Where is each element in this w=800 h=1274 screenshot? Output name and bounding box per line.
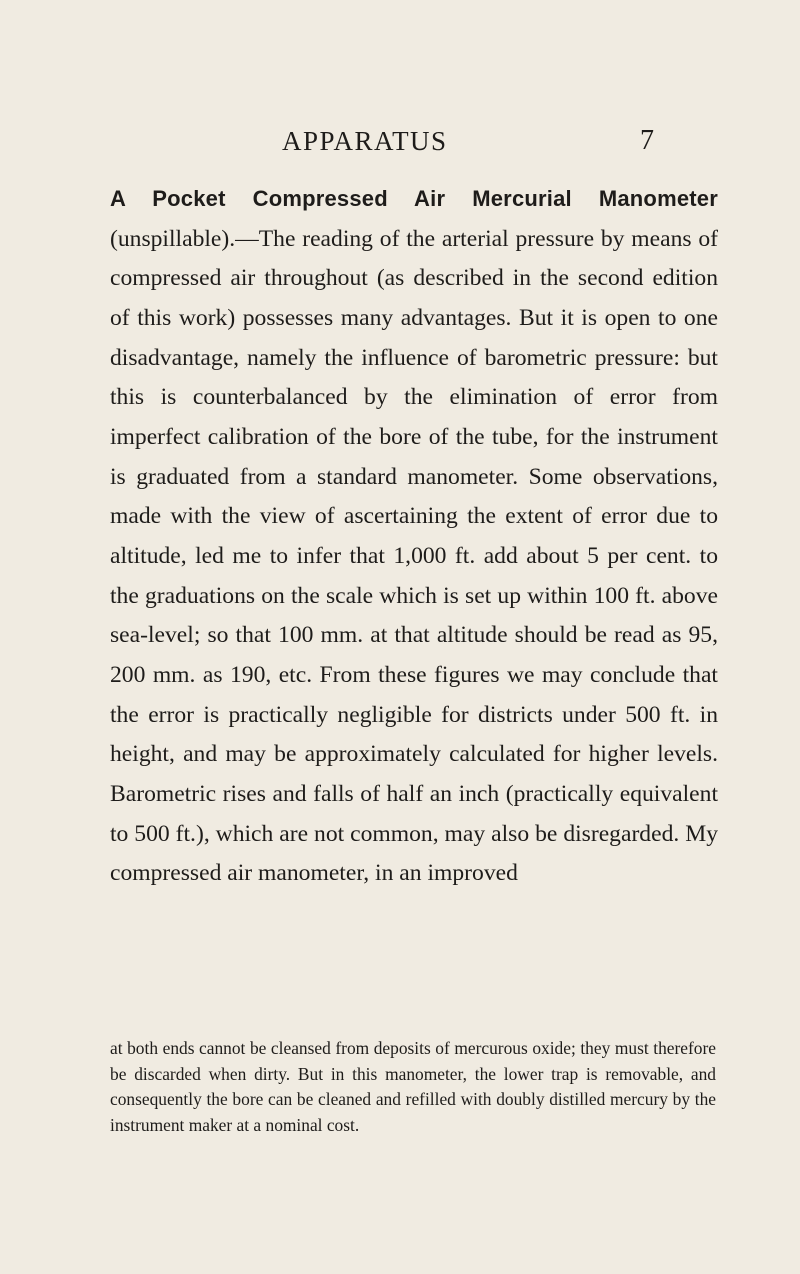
running-head [0,124,800,164]
paragraph-text: (unspillable).—The reading of the arterial pressure by means of compressed air throughout (as described in the second edition of this work) possesses many advantages. But it is open to one disadvantage, namely the influence of barometric pressure: but this is counterbalanced by the elimination of error from imperfect calibration of the bore of the tube, for the instrument is graduated from a standard manometer. Some observations, made with the view of ascertaining the extent of error due to altitude, led me to infer that 1,000 ft. add about 5 per cent. to the graduations on the scale which is set up within 100 ft. above sea-level; so that 100 mm. at that altitude should be read as 95, 200 mm. as 190, etc. From these figures we may conclude that the error is practically negligible for districts under 500 ft. in height, and may be approximately calculated for higher levels. Barometric rises and falls of half an inch (practically equivalent to 500 ft.), which are not common, may also be disregarded. My compressed air manometer, in an improved [110,225,718,887]
footnote [110,1036,716,1138]
running-head-title: APPARATUS [282,126,448,156]
main-text [110,179,718,894]
paragraph [110,179,718,894]
footnote-text: at both ends cannot be cleansed from deposits of mercurous oxide; they must therefore be discarded when dirty. But in this manometer, the lower trap is removable, and consequently the bore can be cleaned and refilled with doubly distilled mercury by the instrument maker at a nominal cost. [110,1038,716,1135]
section-heading: A Pocket Compressed Air Mercurial Manometer [110,186,718,211]
page-number: 7 [640,125,654,156]
